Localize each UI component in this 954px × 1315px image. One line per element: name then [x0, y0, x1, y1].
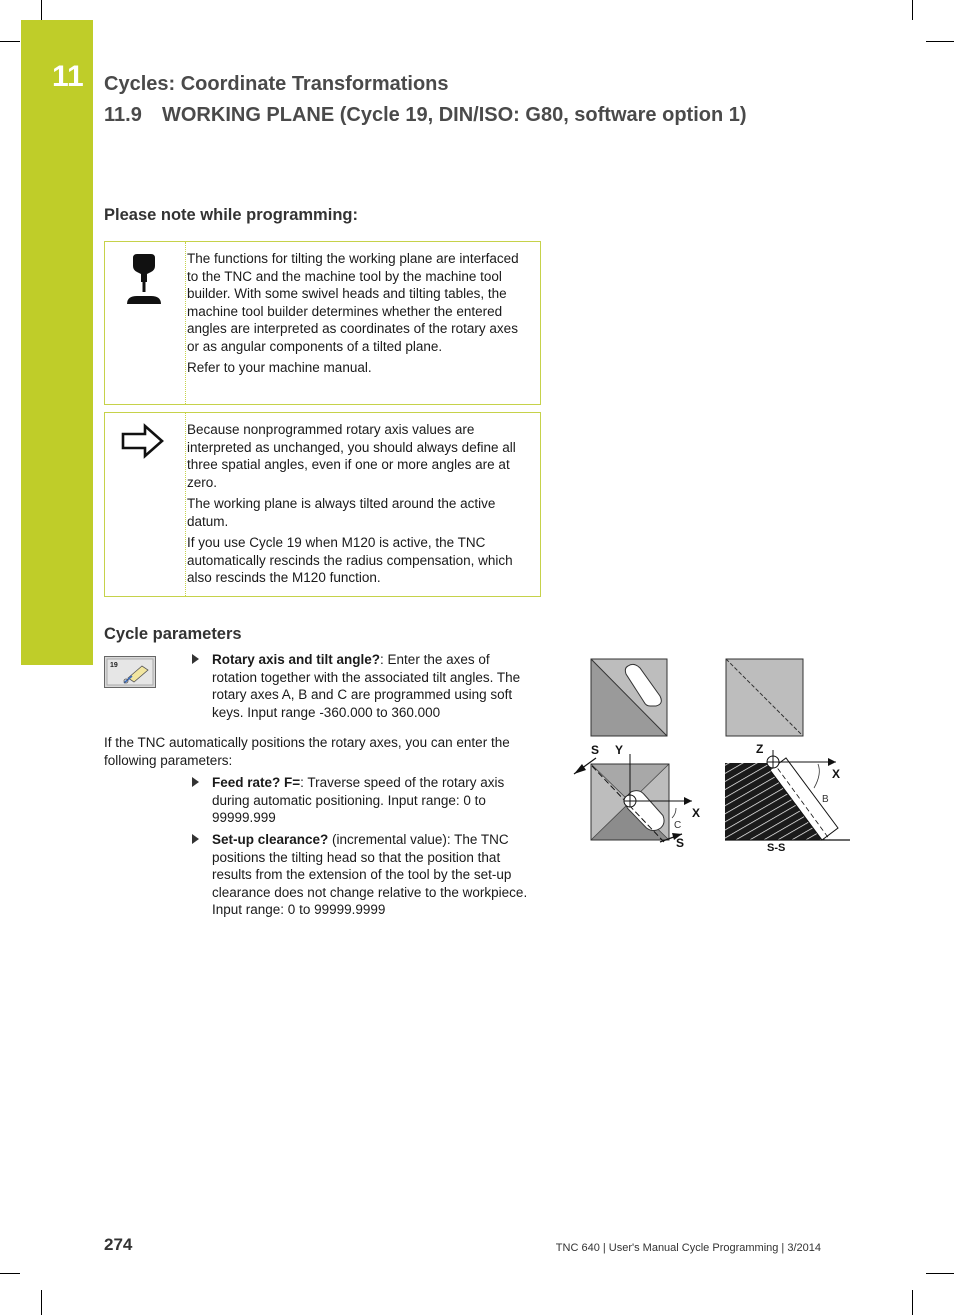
label-c: C: [674, 820, 682, 831]
crop-mark: [926, 41, 954, 42]
crop-mark: [0, 41, 20, 42]
crop-mark: [912, 1290, 913, 1315]
label-s-top: S: [591, 743, 600, 757]
label-y: Y: [615, 743, 624, 757]
softkey-icon: [104, 656, 156, 688]
top-view-left: [591, 659, 667, 736]
note-icon-column: [105, 413, 186, 596]
section-view: [725, 750, 850, 840]
hint-note-paragraph-2: The working plane is always tilted around the active datum.: [187, 496, 496, 529]
label-z: Z: [756, 742, 764, 756]
crop-mark: [41, 1290, 42, 1315]
param-feed-rate: [192, 774, 532, 827]
param-feed-rate-label: Feed rate? F=: [212, 775, 301, 790]
param-rotary-axis: [192, 651, 532, 721]
param-rotary-axis-text: : Enter the axes of rotation together with the associated tilt angles. The rotary axes A, B and C are programmed using soft keys. Input range -360.000 to 360.000: [212, 652, 521, 720]
label-section: S-S: [767, 842, 786, 854]
bullet-triangle-icon: [192, 834, 199, 844]
page-number: 274: [104, 1235, 133, 1254]
hint-note-text: [187, 421, 532, 591]
section-number: 11.9: [104, 104, 142, 126]
crop-mark: [0, 1273, 20, 1274]
footer-text: TNC 640 | User's Manual Cycle Programming | 3/2014: [555, 1242, 821, 1254]
chapter-tab: [21, 20, 93, 665]
hint-note-box: [104, 412, 541, 597]
section-title-text: WORKING PLANE (Cycle 19, DIN/ISO: G80, software option 1): [162, 104, 747, 126]
hint-note-paragraph-1: Because nonprogrammed rotary axis values are interpreted as unchanged, you should always define all three spatial angles, even if one or more angles are at zero.: [187, 422, 516, 490]
param-rotary-axis-label: Rotary axis and tilt angle?: [212, 652, 381, 667]
softkey-number: 19: [110, 662, 118, 669]
bullet-triangle-icon: [192, 654, 199, 664]
auto-position-intro: If the TNC automatically positions the rotary axes, you can enter the following parameters:: [104, 735, 510, 768]
crop-mark: [912, 0, 913, 20]
label-b: B: [822, 794, 829, 805]
machine-note-box: [104, 241, 541, 405]
bullet-triangle-icon: [192, 777, 199, 787]
notes-heading: Please note while programming:: [104, 206, 358, 224]
arrow-right-icon: [121, 423, 165, 459]
machine-note-paragraph-2: Refer to your machine manual.: [187, 360, 372, 375]
crop-mark: [41, 0, 42, 20]
top-view-right: [726, 659, 803, 736]
machine-note-text: [187, 250, 532, 381]
param-feed-rate-text: : Traverse speed of the rotary axis during automatic positioning. Input range: 0 to 99999.999: [212, 775, 505, 825]
chapter-number: 11: [52, 60, 84, 93]
param-setup-clearance-label: Set-up clearance?: [212, 832, 329, 847]
cycle-19-softkey: [104, 656, 156, 688]
label-s-bottom: S: [676, 836, 685, 850]
note-icon-column: [105, 242, 186, 404]
label-x-left: X: [692, 806, 701, 820]
param-setup-clearance: [192, 831, 532, 919]
working-plane-figure: [560, 650, 860, 870]
cycle-parameters-heading: Cycle parameters: [104, 625, 242, 643]
chapter-title: Cycles: Coordinate Transformations: [104, 73, 449, 95]
machine-note-paragraph-1: The functions for tilting the working plane are interfaced to the TNC and the machine tool by the machine tool builder. With some swivel heads and tilting tables, the machine tool builder determines whether the entered angles are interpreted as coordinates of the rotary axes or as angular components of a tilted plane.: [187, 251, 519, 354]
crop-mark: [926, 1273, 954, 1274]
hint-note-paragraph-3: If you use Cycle 19 when M120 is active, the TNC automatically rescinds the radius compensation, which also rescinds the M120 function.: [187, 535, 513, 585]
section-title: [104, 104, 747, 127]
param-setup-clearance-text: (incremental value): The TNC positions the tilting head so that the position that results from the extension of the tool by the set-up clearance does not change relative to the workpiece. Input range: 0 to 99999.9999: [212, 832, 528, 917]
label-x-right: X: [832, 767, 841, 781]
machine-tool-icon: [119, 252, 169, 308]
